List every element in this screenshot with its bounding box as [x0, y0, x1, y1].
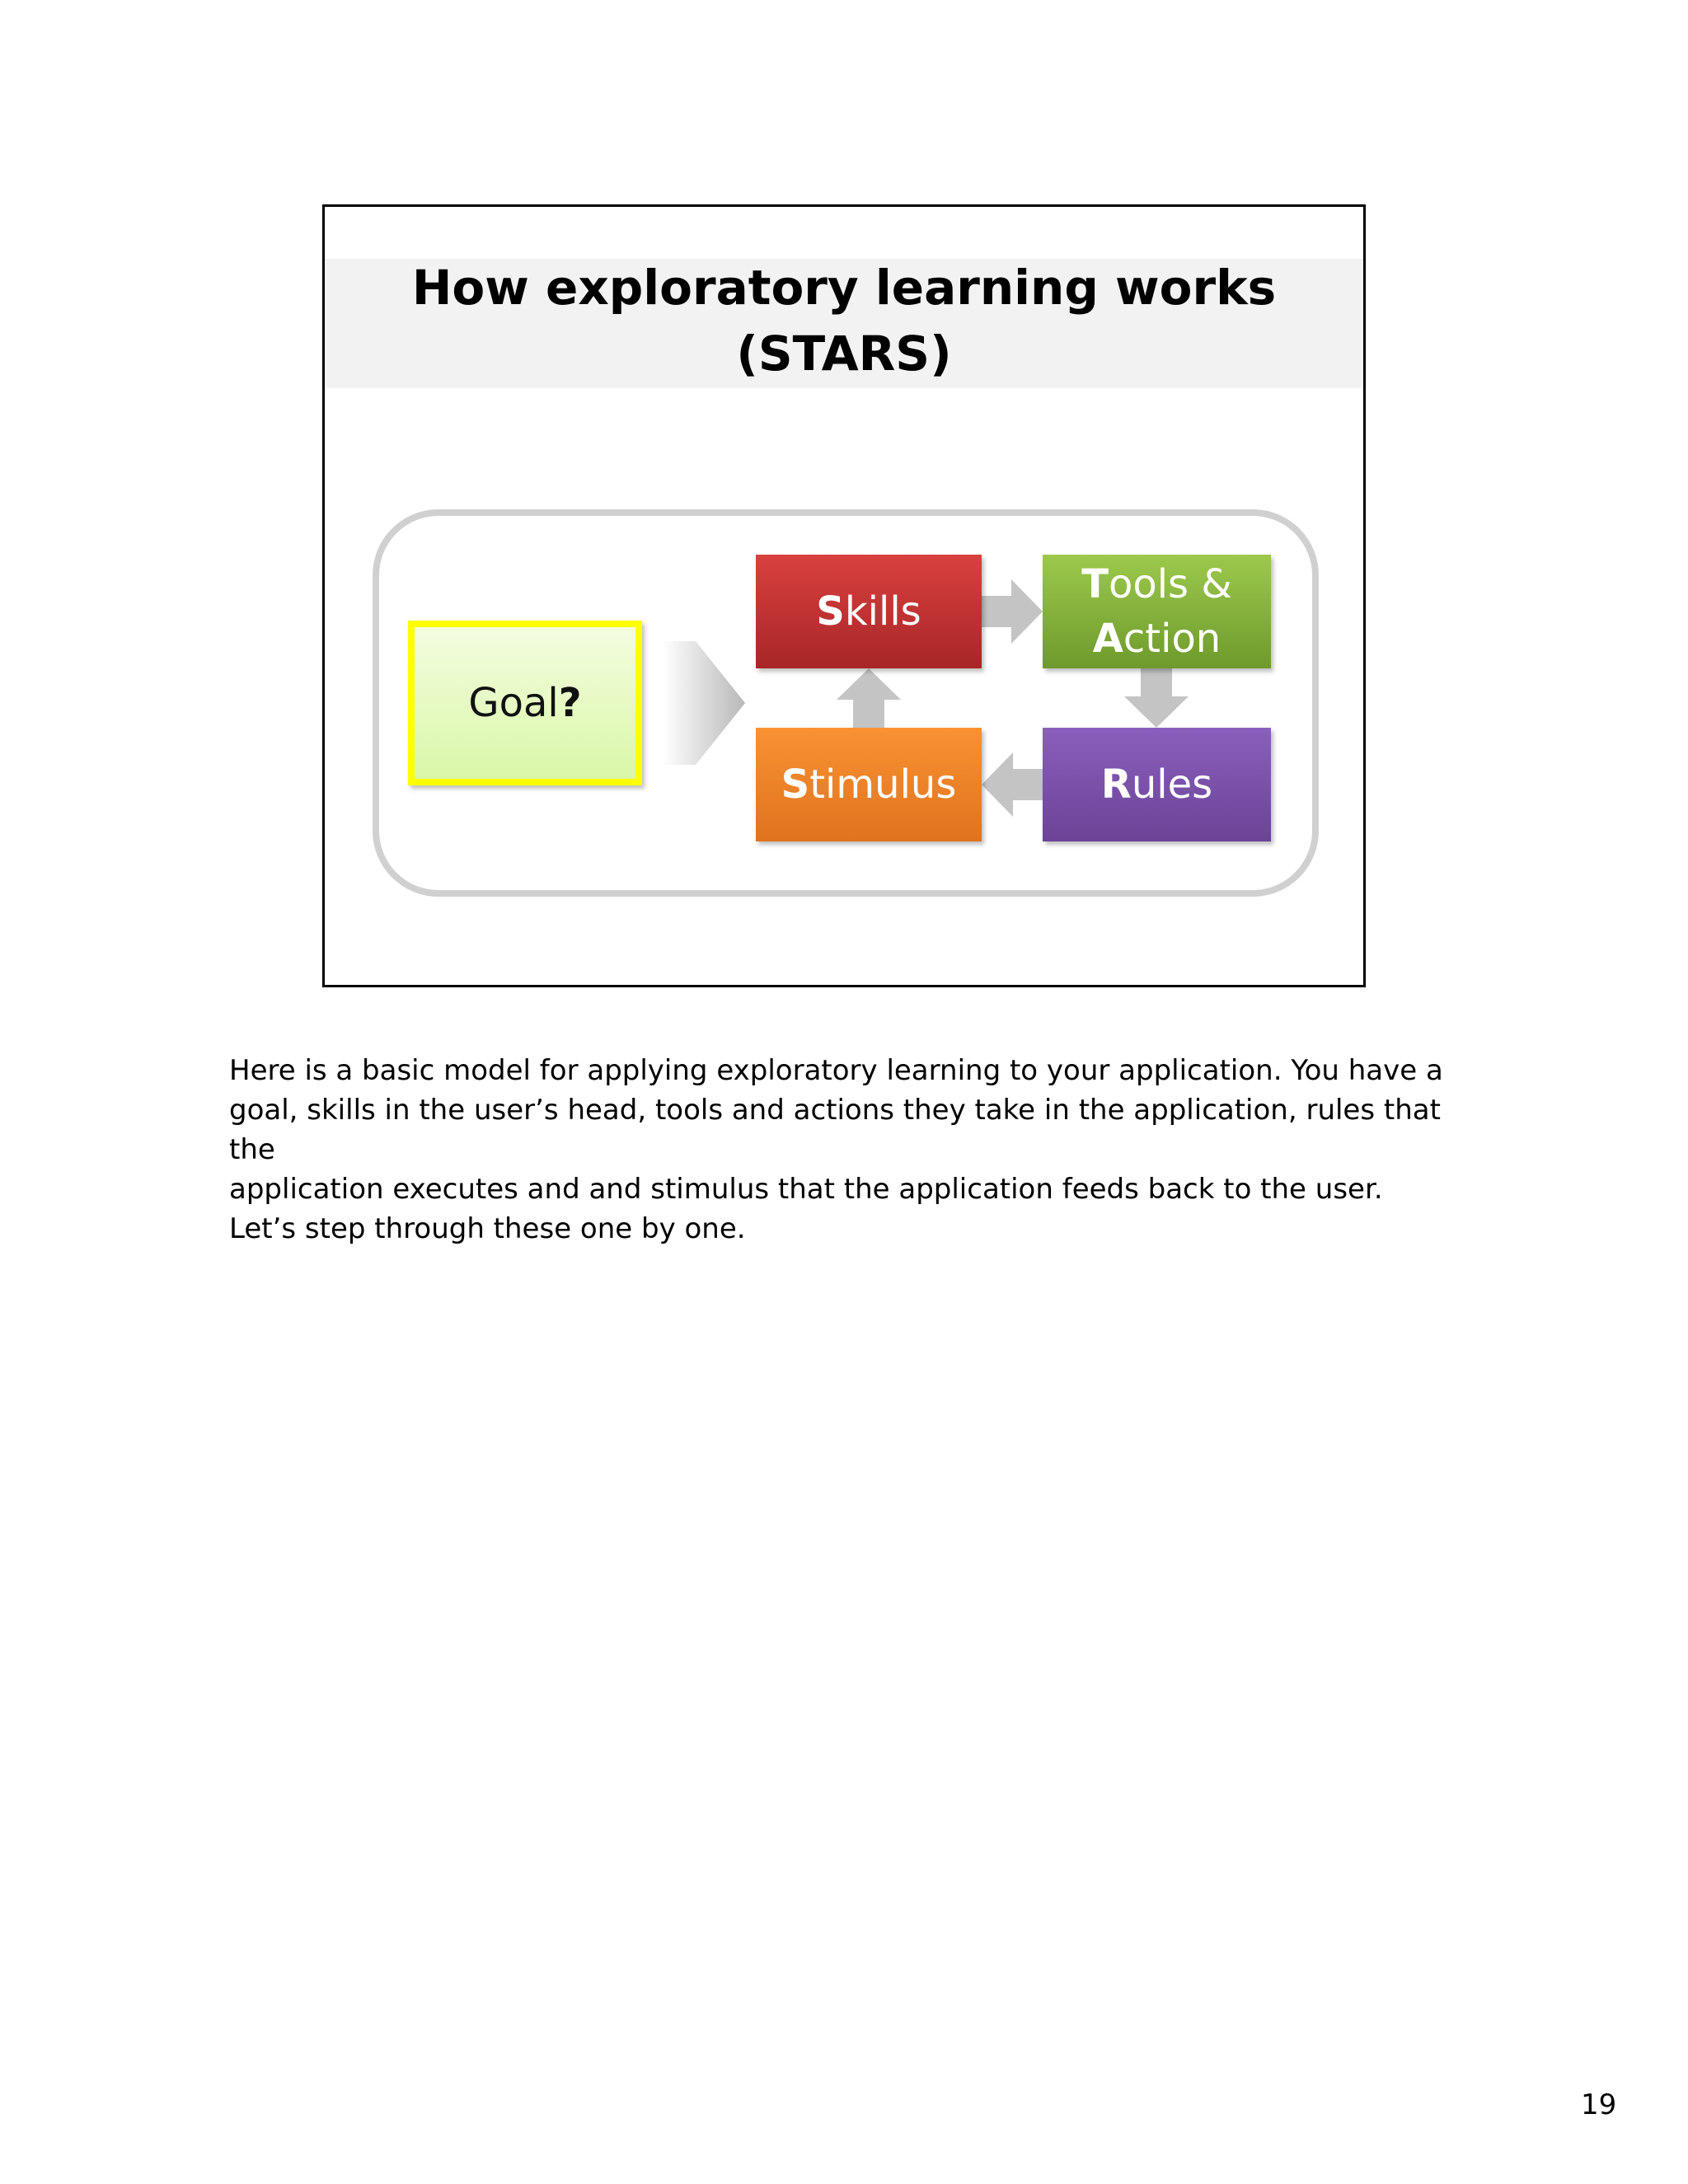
tools-action-label: Tools & Action — [1081, 561, 1232, 662]
goal-box — [408, 621, 642, 785]
arrow-left-icon — [982, 752, 1043, 817]
notes-paragraph — [229, 1051, 1465, 1209]
tools-action-box — [1043, 555, 1271, 668]
skills-label: Skills — [816, 588, 921, 635]
skills-box — [756, 555, 982, 668]
arrow-right-icon — [982, 579, 1043, 644]
goal-label: Goal? — [468, 680, 582, 726]
goal-arrow-icon — [663, 641, 745, 765]
stimulus-label: Stimulus — [781, 762, 957, 808]
rules-box — [1043, 728, 1271, 841]
notes-line: application executes and and stimulus that the application feeds back to the user. — [229, 1173, 1383, 1206]
arrow-up-icon — [837, 668, 901, 728]
slide-frame — [322, 204, 1366, 987]
arrow-down-icon — [1124, 668, 1189, 728]
page-number: 19 — [1581, 2088, 1617, 2121]
notes-line: Here is a basic model for applying exploratory learning to your application. You have a — [229, 1054, 1443, 1087]
slide-title-line2: (STARS) — [736, 326, 952, 382]
notes-line: goal, skills in the user’s head, tools and actions they take in the application, rules that the — [229, 1094, 1441, 1166]
notes-paragraph-2: Let’s step through these one by one. — [229, 1212, 746, 1245]
slide-title-line1: How exploratory learning works — [411, 260, 1277, 316]
stimulus-box — [756, 728, 982, 841]
rules-label: Rules — [1100, 762, 1213, 808]
slide-title — [325, 255, 1363, 387]
